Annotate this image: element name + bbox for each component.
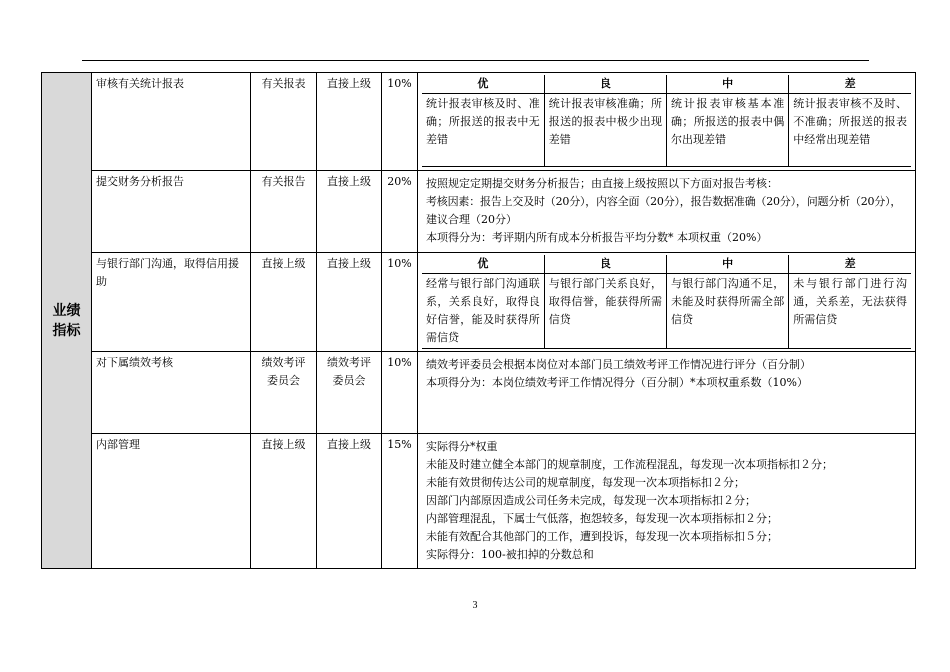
detail-line: 未能有效贯彻传达公司的规章制度，每发现一次本项指标扣２分； <box>426 476 745 489</box>
grade-cell <box>418 253 916 352</box>
weight-cell: 10% <box>382 253 418 352</box>
grade-header-good: 良 <box>544 255 666 274</box>
detail-line: 本项得分为：考评期内所有成本分析报告平均分数* 本项权重（20%） <box>426 231 768 244</box>
grade-desc-poor: 未与银行部门进行沟通，关系差，无法获得所需信贷 <box>789 274 911 349</box>
weight-cell: 15% <box>382 434 418 569</box>
table-row <box>42 352 916 434</box>
weight-cell: 10% <box>382 352 418 434</box>
table-row <box>42 171 916 253</box>
grade-desc-good: 统计报表审核准确；所报送的报表中极少出现差错 <box>544 94 666 167</box>
grade-header-excellent: 优 <box>422 255 544 274</box>
grade-header-good: 良 <box>544 75 666 94</box>
grade-desc-average: 与银行部门沟通不足，未能及时获得所需全部信贷 <box>667 274 789 349</box>
grade-desc-average: 统计报表审核基本准确；所报送的报表中偶尔出现差错 <box>667 94 789 167</box>
grade-header-poor: 差 <box>789 255 911 274</box>
evaluator-cell: 直接上级 <box>317 434 382 569</box>
evaluator-cell: 直接上级 <box>317 171 382 253</box>
grade-cell <box>418 73 916 171</box>
item-cell: 提交财务分析报告 <box>92 171 251 253</box>
detail-line: 本项得分为：本岗位绩效考评工作情况得分（百分制）*本项权重系数（10%） <box>426 376 808 389</box>
detail-line: 未能及时建立健全本部门的规章制度，工作流程混乱，每发现一次本项指标扣２分； <box>426 458 833 471</box>
detail-line: 内部管理混乱，下属士气低落，抱怨较多，每发现一次本项指标扣２分； <box>426 512 778 525</box>
page-number: 3 <box>472 600 478 611</box>
source-cell: 直接上级 <box>251 434 317 569</box>
table-row <box>42 253 916 352</box>
weight-cell: 20% <box>382 171 418 253</box>
item-cell: 审核有关统计报表 <box>92 73 251 171</box>
category-label: 业绩指标 <box>52 302 81 339</box>
item-cell: 内部管理 <box>92 434 251 569</box>
category-cell <box>42 73 92 569</box>
evaluator-cell: 绩效考评委员会 <box>317 352 382 434</box>
detail-cell <box>418 171 916 253</box>
evaluator-cell: 直接上级 <box>317 73 382 171</box>
grade-desc-poor: 统计报表审核不及时、不准确；所报送的报表中经常出现差错 <box>789 94 911 167</box>
grade-table <box>422 75 911 167</box>
source-cell: 直接上级 <box>251 253 317 352</box>
detail-line: 考核因素：报告上交及时（20分），内容全面（20分），报告数据准确（20分），问题分析（20分）， <box>426 195 902 208</box>
detail-line: 绩效考评委员会根据本岗位对本部门员工绩效考评工作情况进行评分（百分制） <box>426 358 811 371</box>
table-row <box>42 73 916 171</box>
header-rule <box>82 60 869 61</box>
grade-header-average: 中 <box>667 255 789 274</box>
grade-header-poor: 差 <box>789 75 911 94</box>
grade-desc-excellent: 统计报表审核及时、准确；所报送的报表中无差错 <box>422 94 544 167</box>
table-row <box>42 434 916 569</box>
detail-line: 实际得分*权重 <box>426 440 498 453</box>
source-cell: 有关报表 <box>251 73 317 171</box>
detail-line: 建议合理（20分） <box>426 213 517 226</box>
evaluator-cell: 直接上级 <box>317 253 382 352</box>
grade-desc-excellent: 经常与银行部门沟通联系，关系良好，取得良好信誉，能及时获得所需信贷 <box>422 274 544 349</box>
grade-header-excellent: 优 <box>422 75 544 94</box>
kpi-table <box>41 72 916 569</box>
detail-cell <box>418 434 916 569</box>
item-cell: 对下属绩效考核 <box>92 352 251 434</box>
grade-table <box>422 255 911 349</box>
detail-line: 未能有效配合其他部门的工作，遭到投诉，每发现一次本项指标扣５分； <box>426 530 778 543</box>
grade-header-average: 中 <box>667 75 789 94</box>
detail-line: 实际得分：100-被扣掉的分数总和 <box>426 548 594 561</box>
item-cell: 与银行部门沟通，取得信用援助 <box>92 253 251 352</box>
source-cell: 有关报告 <box>251 171 317 253</box>
grade-desc-good: 与银行部门关系良好，取得信誉，能获得所需信贷 <box>544 274 666 349</box>
source-cell: 绩效考评委员会 <box>251 352 317 434</box>
detail-line: 因部门内部原因造成公司任务未完成，每发现一次本项指标扣２分； <box>426 494 756 507</box>
detail-cell <box>418 352 916 434</box>
weight-cell: 10% <box>382 73 418 171</box>
detail-line: 按照规定定期提交财务分析报告；由直接上级按照以下方面对报告考核： <box>426 177 778 190</box>
